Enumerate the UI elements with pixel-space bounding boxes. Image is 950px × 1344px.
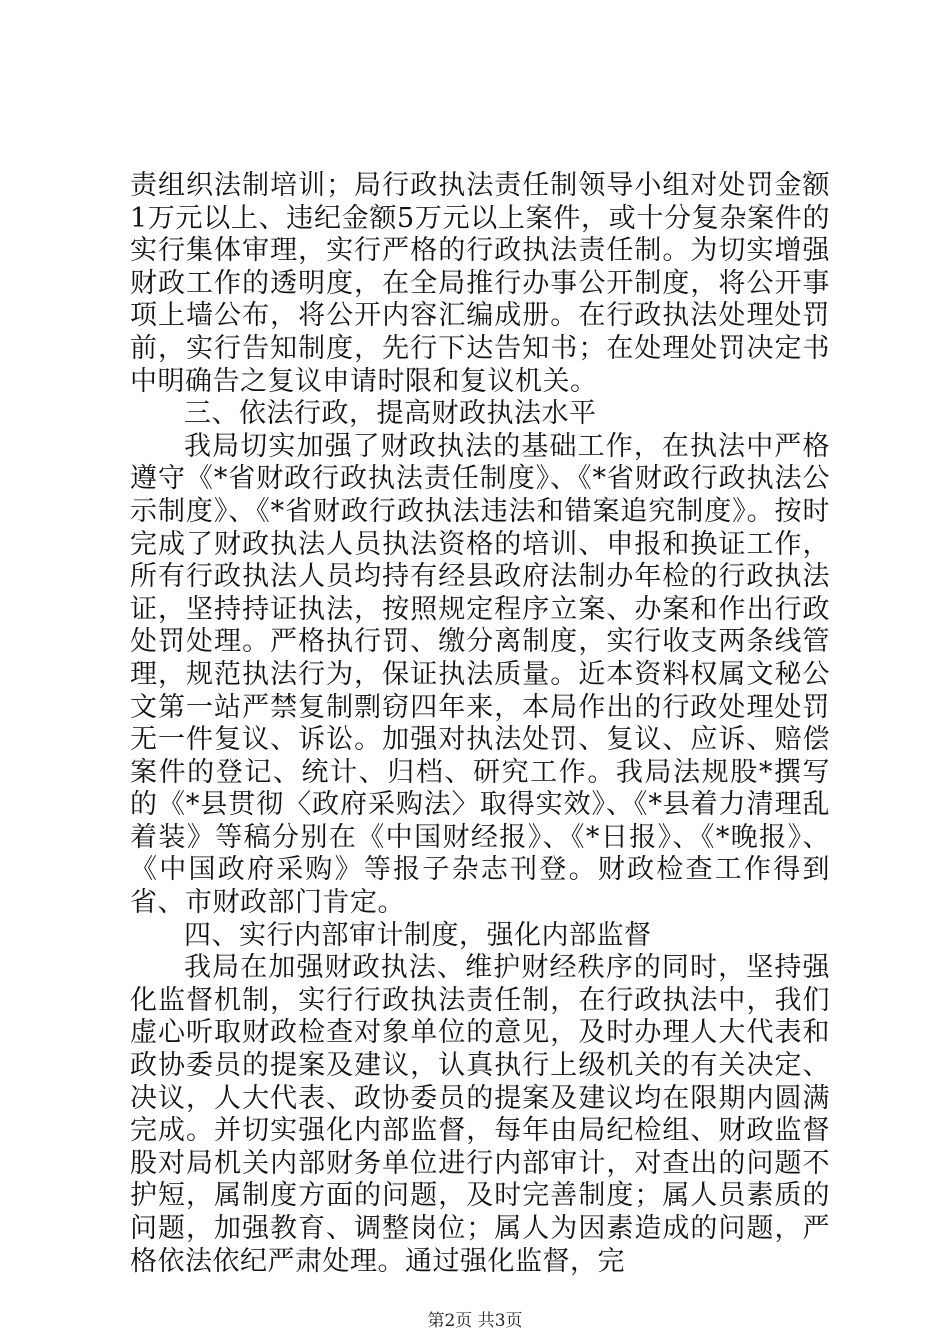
page-number-footer: 第2页 共3页 — [427, 1311, 523, 1331]
document-body — [130, 170, 830, 1278]
paragraph-2: 我局切实加强了财政执法的基础工作，在执法中严格遵守《*省财政行政执法责任制度》、《*省财政行政执法公示制度》、《*省财政行政执法违法和错案追究制度》。按时完成了财政执法人员执法资格的培训、申报和换证工作，所有行政执法人员均持有经县政府法制办年检的行政执法证，坚持持证执法，按照规定程序立案、办案和作出行政处罚处理。严格执行罚、缴分离制度，实行收支两条线管理，规范执法行为，保证执法质量。近本资料权属文秘公文第一站严禁复制剽窃四年来，本局作出的行政处理处罚无一件复议、诉讼。加强对执法处罚、复议、应诉、赔偿案件的登记、统计、归档、研究工作。我局法规股*撰写的《*县贯彻〈政府采购法〉取得实效》、《*县着力清理乱着装》等稿分别在《中国财经报》、《*日报》、《*晚报》、《中国政府采购》等报子杂志刊登。财政检查工作得到省、市财政部门肯定。 — [130, 430, 830, 919]
paragraph-1: 责组织法制培训；局行政执法责任制领导小组对处罚金额1万元以上、违纪金额5万元以上案件，或十分复杂案件的实行集体审理，实行严格的行政执法责任制。为切实增强财政工作的透明度，在全局推行办事公开制度，将公开事项上墙公布，将公开内容汇编成册。在行政执法处理处罚前，实行告知制度，先行下达告知书；在处理处罚决定书中明确告之复议申请时限和复议机关。 — [130, 170, 830, 397]
paragraph-3: 我局在加强财政执法、维护财经秩序的同时，坚持强化监督机制，实行行政执法责任制，在行政执法中，我们虚心听取财政检查对象单位的意见，及时办理人大代表和政协委员的提案及建议，认真执行上级机关的有关决定、决议，人大代表、政协委员的提案及建议均在限期内圆满完成。并切实强化内部监督，每年由局纪检组、财政监督股对局机关内部财务单位进行内部审计，对查出的问题不护短，属制度方面的问题，及时完善制度；属人员素质的问题，加强教育、调整岗位；属人为因素造成的问题，严格依法依纪严肃处理。通过强化监督，完 — [130, 952, 830, 1277]
section-heading-3: 三、依法行政，提高财政执法水平 — [184, 398, 597, 430]
section-heading-4: 四、实行内部审计制度，强化内部监督 — [184, 919, 652, 951]
